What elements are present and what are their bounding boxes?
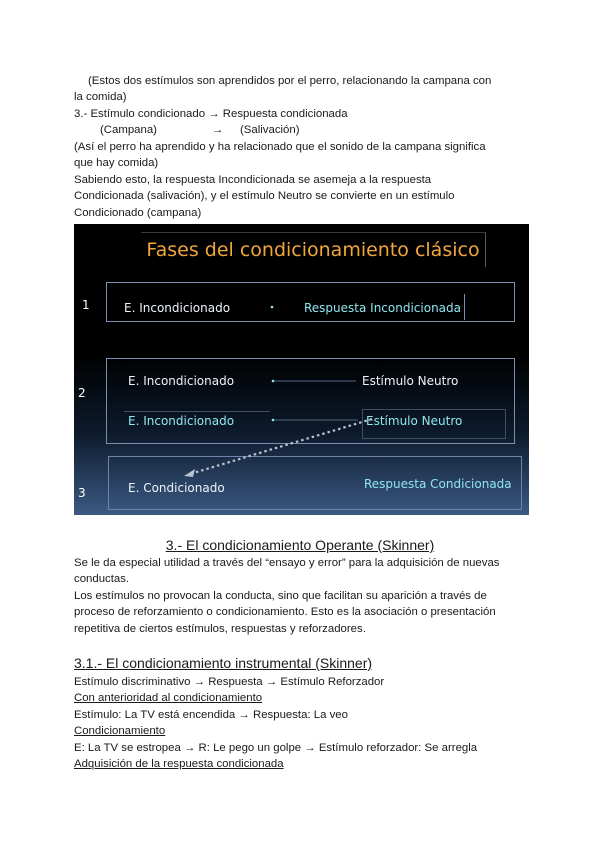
slide-title: Fases del condicionamiento clásico	[141, 232, 486, 267]
section-3-p1-line-2: conductas.	[74, 573, 130, 585]
phase-2-dot-2	[272, 419, 275, 422]
intro-line-5: (Así el perro ha aprendido y ha relacionado que el sonido de la campana significa	[74, 141, 486, 153]
section-31-heading-text: 3.1.- El condicionamiento instrumental (Skinner)	[74, 655, 373, 671]
dashed-association-arrow	[190, 419, 372, 474]
bell-label: (Campana)	[100, 124, 157, 136]
phase-2-number: 2	[78, 386, 86, 400]
section-3-heading-text: 3.- El condicionamiento Operante (Skinner)	[165, 537, 435, 553]
conditioned-stimulus-line: 3.- Estímulo condicionado → Respuesta condicionada	[74, 108, 348, 120]
phase-3-conditioned-response: Respuesta Condicionada	[364, 477, 512, 491]
classical-conditioning-slide	[74, 224, 529, 515]
dashed-arrow-head	[184, 469, 195, 477]
intro-line-1-text: (Estos dos estímulos son aprendidos por el perro, relacionando la campana con	[88, 75, 492, 87]
section-3-p2-line-1: Los estímulos no provocan la conducta, sino que facilitan su aparición a través de	[74, 590, 487, 602]
intro-line-2: la comida)	[74, 91, 127, 103]
section-31-before-conditioning: Con anterioridad al condicionamiento	[74, 692, 263, 704]
phase-3-conditioned-stimulus: E. Condicionado	[128, 481, 225, 495]
slide-arrows	[74, 224, 529, 515]
section-31-heading	[74, 654, 534, 672]
phase-2-row-2-stimulus: E. Incondicionado	[128, 414, 235, 428]
section-31-line-3: Estímulo: La TV está encendida → Respuesta: La veo	[74, 709, 348, 721]
section-3-p2-line-3: repetitiva de ciertos estímulos, respuestas y reforzadores.	[74, 623, 366, 635]
phase-2-dot-1	[272, 380, 275, 383]
section-3-p2-line-2: proceso de reforzamiento o condicionamiento. Esto es la asociación o presentación	[74, 606, 496, 618]
phase-1-number: 1	[82, 298, 90, 312]
salivation-label: (Salivación)	[240, 124, 300, 136]
phase-1-unconditioned-stimulus: E. Incondicionado	[124, 301, 231, 315]
intro-line-9: Condicionado (campana)	[74, 207, 202, 219]
intro-line-7: Sabiendo esto, la respuesta Incondicionada se asemeja a la respuesta	[74, 174, 432, 186]
intro-line-8: Condicionada (salivación), y el estímulo Neutro se convierte en un estímulo	[74, 190, 455, 202]
phase-2-row-1-neutral: Estímulo Neutro	[362, 374, 459, 388]
section-31-conditioning: Condicionamiento	[74, 725, 166, 737]
intro-line-1	[74, 73, 534, 90]
section-31-line-5: E: La TV se estropea → R: Le pego un golpe → Estímulo reforzador: Se arregla	[74, 742, 478, 754]
phase-3-number: 3	[78, 486, 86, 500]
section-31-acquisition: Adquisición de la respuesta condicionada	[74, 758, 284, 770]
phase-1-dot	[271, 306, 274, 309]
section-3-heading	[74, 536, 526, 554]
arrow-glyph: →	[212, 124, 224, 136]
phase-1-unconditioned-response: Respuesta Incondicionada	[304, 301, 462, 315]
phase-2-row-2-neutral: Estímulo Neutro	[366, 414, 463, 428]
intro-line-6: que hay comida)	[74, 157, 159, 169]
section-31-line-1: Estímulo discriminativo → Respuesta → Estímulo Reforzador	[74, 676, 385, 688]
phase-2-row-1-stimulus: E. Incondicionado	[128, 374, 235, 388]
section-3-p1-line-1: Se le da especial utilidad a través del “ensayo y error” para la adquisición de nuevas	[74, 557, 500, 569]
